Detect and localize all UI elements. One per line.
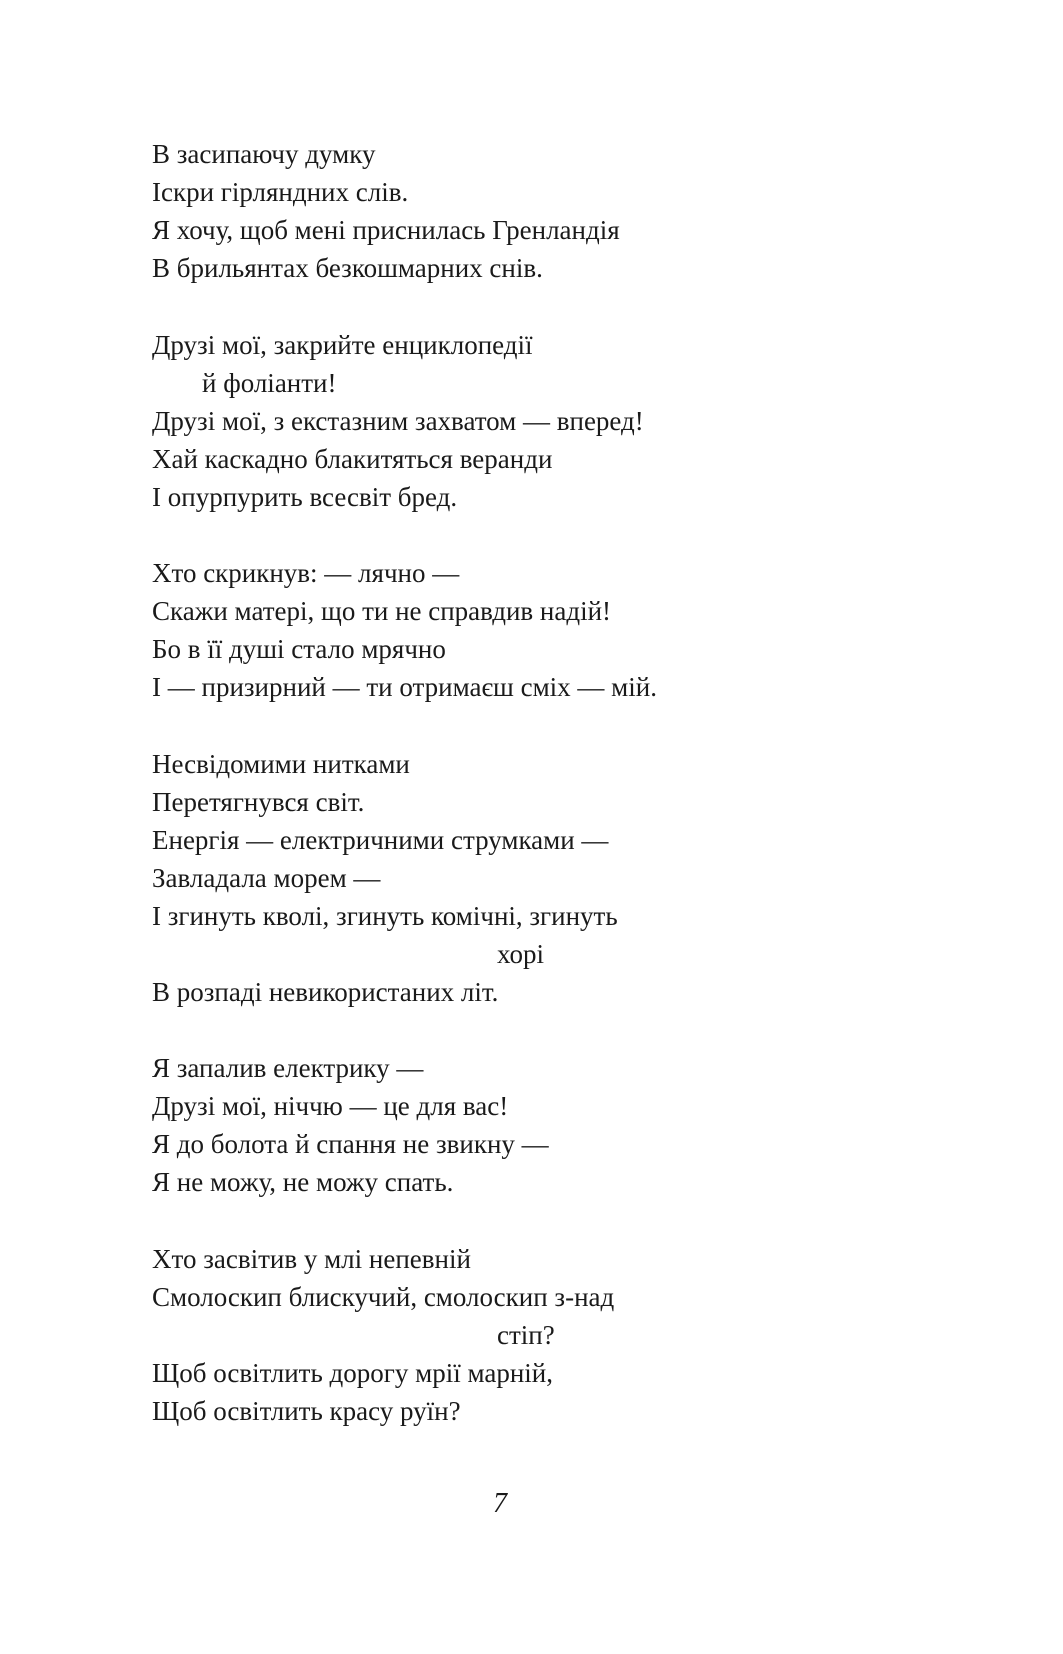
- poem-line: Бо в її душі стало мрячно: [152, 634, 446, 664]
- poem-line: Хай каскадно блакитяться веранди: [152, 443, 553, 474]
- page-number: 7: [493, 1488, 507, 1519]
- stanza-5: [152, 1049, 972, 1201]
- stanza-4: [152, 745, 972, 1011]
- poem-line: В засипаючу думку: [152, 139, 376, 169]
- poem-line: Скажи матері, що ти не справдив надій!: [152, 596, 612, 626]
- poem-line: Я до болота й спання не звикну —: [152, 1129, 549, 1159]
- stanza-3: [152, 554, 972, 706]
- poem-line-continuation: хорі: [497, 938, 544, 969]
- poem-line: Я не можу, не можу спать.: [152, 1167, 454, 1197]
- poem-line: Друзі мої, ніччю — це для вас!: [152, 1091, 509, 1121]
- stanza-6: [152, 1240, 972, 1430]
- poem-line: В брильянтах безкошмарних снів.: [152, 253, 543, 283]
- poem-line: Смолоскип блискучий, смолоскип з-над: [152, 1281, 615, 1312]
- poem-line: Друзі мої, закрийте енциклопедії: [152, 329, 533, 360]
- poem-body: [152, 135, 972, 1468]
- stanza-2: [152, 326, 972, 516]
- stanza-1: [152, 135, 972, 287]
- poem-line: І — призирний — ти отримаєш сміх — мій.: [152, 672, 657, 702]
- poem-line-continuation: й фоліанти!: [202, 367, 337, 398]
- poem-line: Хто засвітив у млі непевній: [152, 1243, 471, 1274]
- poem-line: Перетягнувся світ.: [152, 786, 365, 817]
- poem-line: Хто скрикнув: — лячно —: [152, 558, 460, 588]
- poem-line: В розпаді невикористаних літ.: [152, 976, 499, 1007]
- poem-line: Енергія — електричними струмками —: [152, 824, 609, 855]
- poem-line: Іскри гірляндних слів.: [152, 177, 409, 207]
- poem-line: Щоб освітлить красу руїн?: [152, 1395, 461, 1426]
- poem-line: Завладала морем —: [152, 862, 381, 893]
- poem-line: Друзі мої, з екстазним захватом — вперед!: [152, 405, 644, 436]
- poem-line-continuation: стіп?: [497, 1319, 555, 1350]
- poem-line: Несвідомими нитками: [152, 748, 410, 779]
- poem-line: І опурпурить всесвіт бред.: [152, 481, 458, 512]
- poem-line: Я запалив електрику —: [152, 1053, 424, 1083]
- poem-line: І згинуть кволі, згинуть комічні, згинуть: [152, 900, 618, 931]
- poem-line: Щоб освітлить дорогу мрії марній,: [152, 1357, 553, 1388]
- poem-line: Я хочу, щоб мені приснилась Гренландія: [152, 215, 620, 245]
